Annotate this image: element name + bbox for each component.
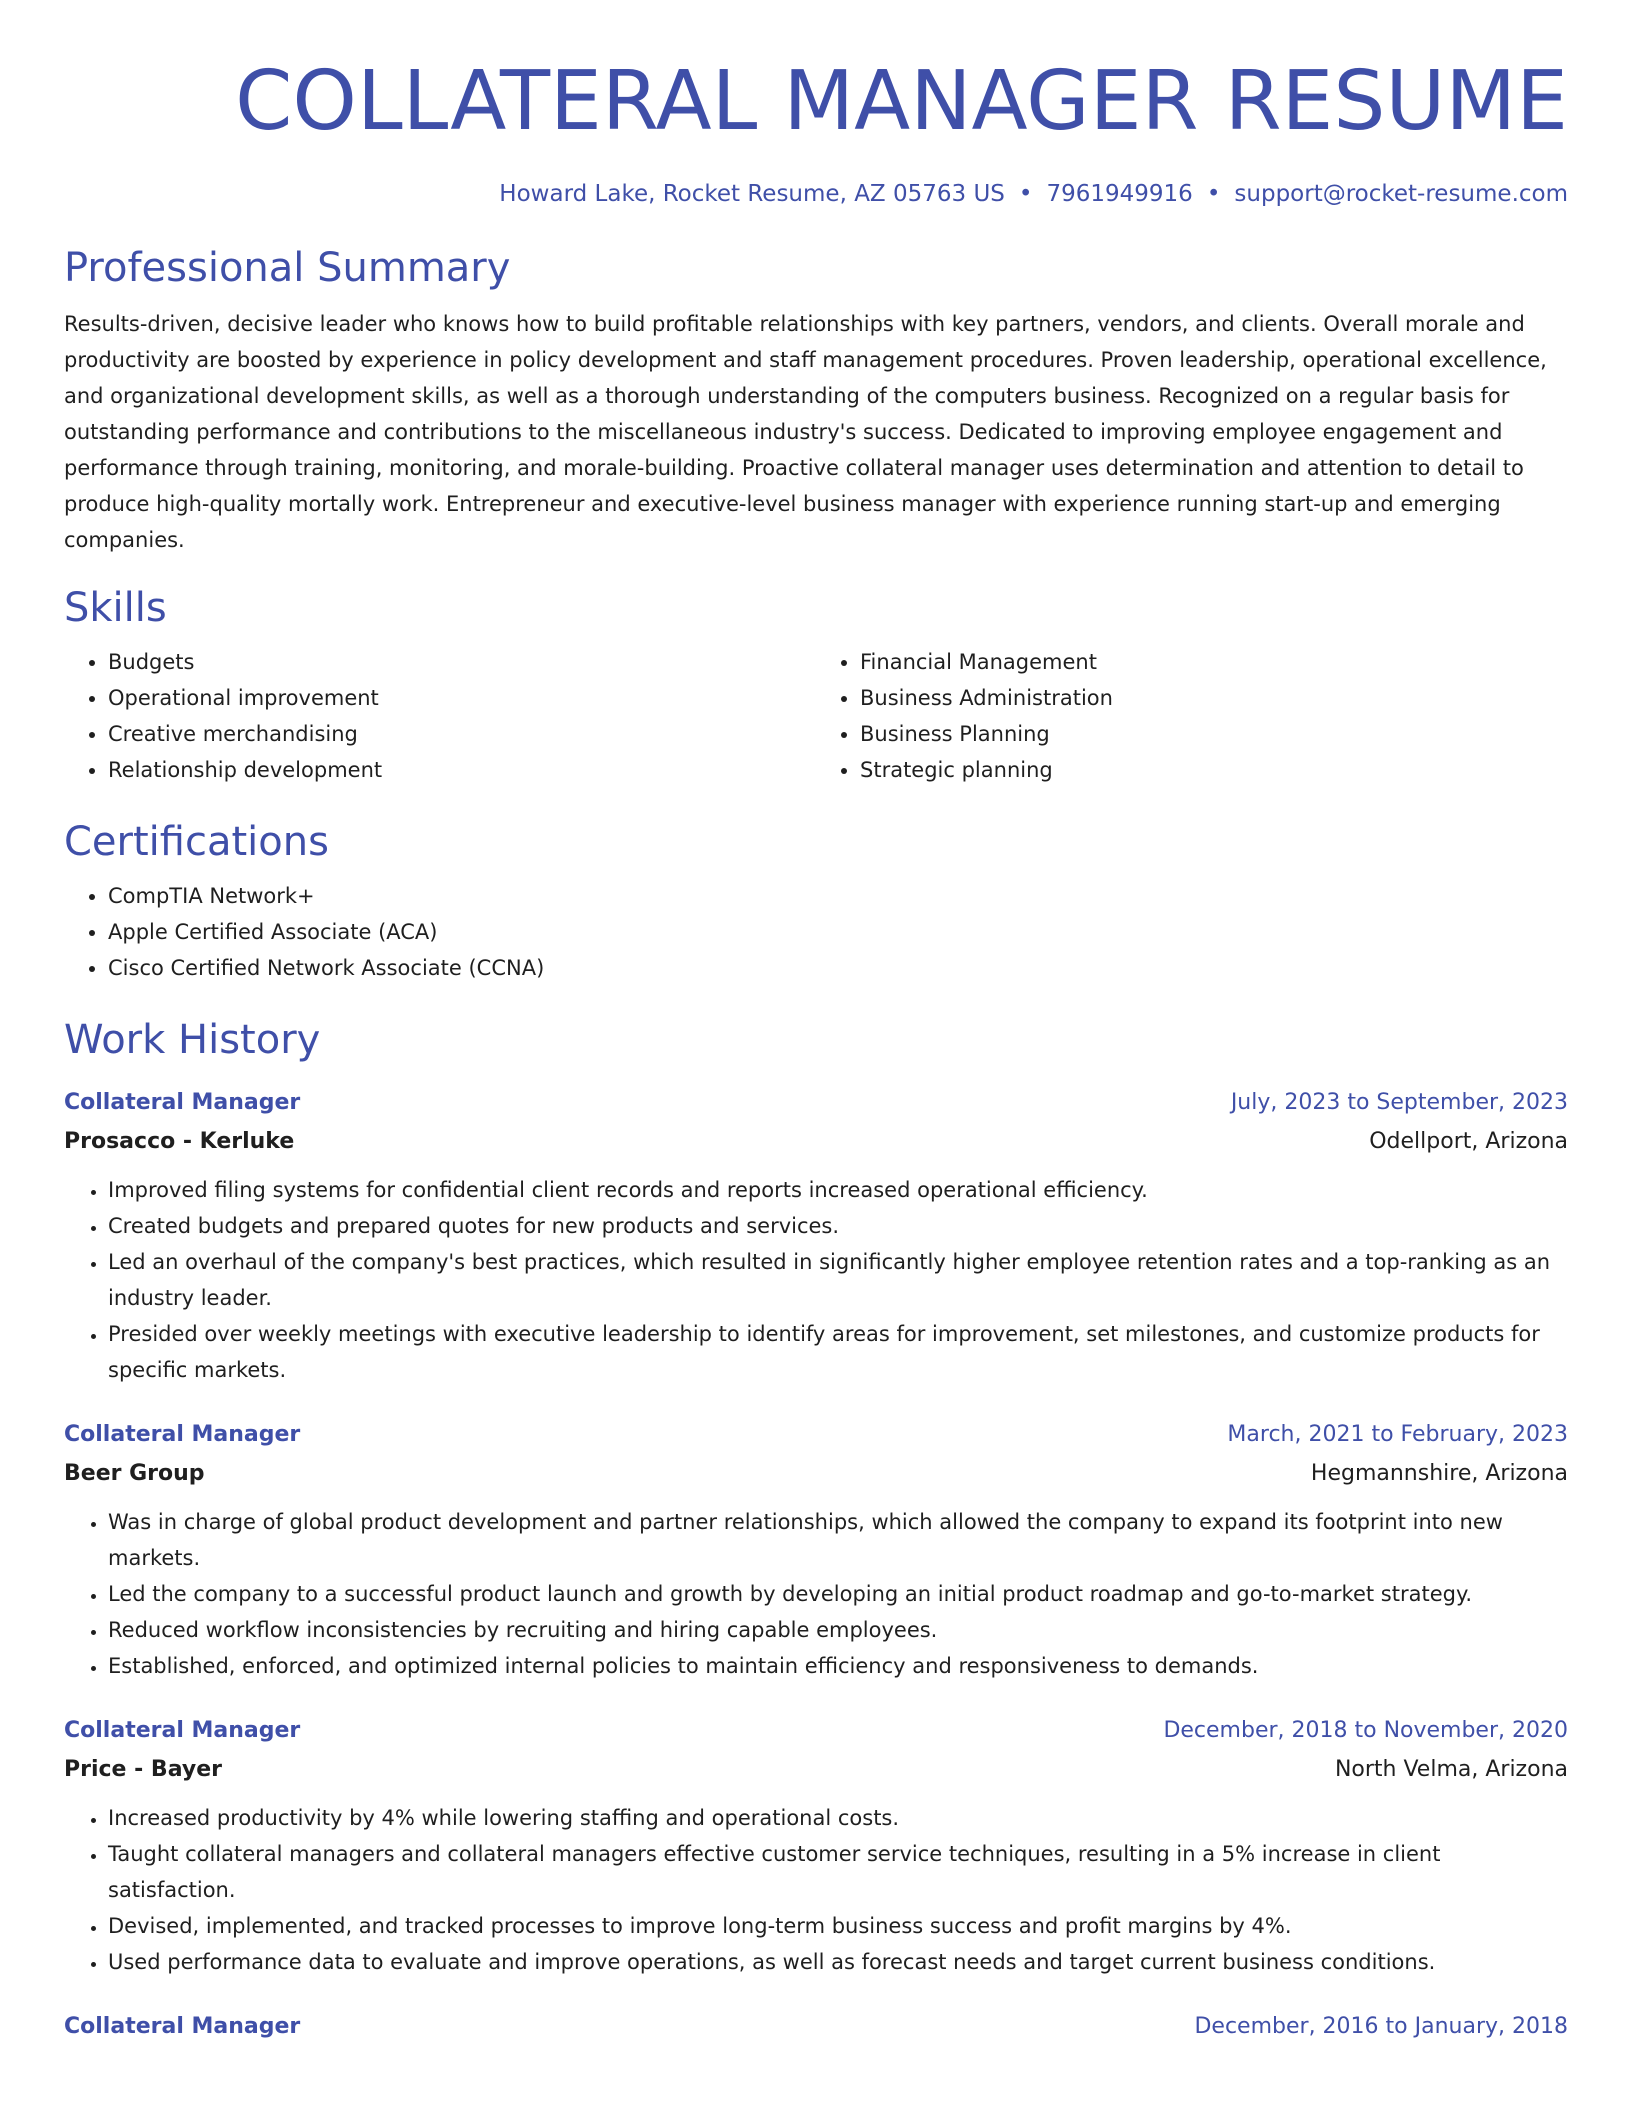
job-bullets — [64, 1800, 1568, 1980]
job-location: Odellport, Arizona — [1369, 1129, 1568, 1154]
job-company: Price - Bayer — [64, 1757, 222, 1782]
contact-line — [64, 178, 1568, 210]
contact-separator: • — [1206, 181, 1221, 207]
job-location: North Velma, Arizona — [1334, 1757, 1568, 1782]
contact-separator: • — [1018, 181, 1033, 207]
job-location: Hegmannshire, Arizona — [1310, 1461, 1568, 1486]
contact-email[interactable]: support@rocket-resume.com — [1234, 181, 1568, 207]
job-company: Beer Group — [64, 1461, 205, 1486]
certification-item: • CompTIA Network+ — [108, 878, 1568, 914]
skill-item: • Relationship development — [108, 752, 816, 788]
resume-page — [64, 0, 1568, 2046]
job-bullet: • Reduced workflow inconsistencies by recruiting and hiring capable employees. — [108, 1612, 1568, 1648]
job-entry — [64, 2008, 1568, 2046]
skill-item: • Financial Management — [860, 644, 1568, 680]
job-bullet: • Led the company to a successful product launch and growth by developing an initial product roadmap and go-to-market strategy. — [108, 1576, 1568, 1612]
job-bullet: • Led an overhaul of the company's best practices, which resulted in significantly higher employee retention rates and a top-ranking as an industry leader. — [108, 1244, 1568, 1316]
certification-item: • Cisco Certified Network Associate (CCNA) — [108, 950, 1568, 986]
job-dates: December, 2018 to November, 2020 — [1163, 1718, 1568, 1743]
job-bullet: • Established, enforced, and optimized internal policies to maintain efficiency and responsiveness to demands. — [108, 1648, 1568, 1684]
job-company: Prosacco - Kerluke — [64, 1129, 295, 1154]
job-dates: December, 2016 to January, 2018 — [1194, 2014, 1568, 2039]
skill-item: • Business Planning — [860, 716, 1568, 752]
skill-item: • Creative merchandising — [108, 716, 816, 752]
summary-text: Results-driven, decisive leader who knows how to build profitable relationships with key partners, vendors, and clients. Overall morale and productivity are boosted by experience in policy development and staff management procedures. Proven leadership, operational excellence, and organizational development skills, as well as a thorough understanding of the computers business. Recognized on a regular basis for outstanding performance and contributions to the miscellaneous industry's success. Dedicated to improving employee engagement and performance through training, monitoring, and morale-building. Proactive collateral manager uses determination and attention to detail to produce high-quality mortally work. Entrepreneur and executive-level business manager with experience running start-up and emerging companies. — [64, 312, 1547, 552]
skills-column-left — [64, 644, 816, 788]
job-company-row — [64, 1122, 1568, 1162]
certification-item: • Apple Certified Associate (ACA) — [108, 914, 1568, 950]
job-bullets — [64, 1172, 1568, 1388]
work-history-heading: Work History — [64, 1017, 321, 1063]
job-entry — [64, 1084, 1568, 1388]
skills-heading: Skills — [64, 585, 167, 631]
job-bullet: • Used performance data to evaluate and improve operations, as well as forecast needs and target current business conditions. — [108, 1944, 1568, 1980]
job-header-row — [64, 2008, 1568, 2046]
skills-column-right — [816, 644, 1568, 788]
job-dates: July, 2023 to September, 2023 — [1230, 1090, 1568, 1115]
skill-item: • Strategic planning — [860, 752, 1568, 788]
job-header-row — [64, 1084, 1568, 1122]
job-dates: March, 2021 to February, 2023 — [1227, 1422, 1568, 1447]
job-bullets — [64, 1504, 1568, 1684]
job-bullet: • Presided over weekly meetings with executive leadership to identify areas for improvement, set milestones, and customize products for specific markets. — [108, 1316, 1568, 1388]
summary-heading: Professional Summary — [64, 245, 511, 291]
job-company-row — [64, 1750, 1568, 1790]
resume-title: COLLATERAL MANAGER RESUME — [235, 54, 1568, 149]
job-bullet: • Was in charge of global product development and partner relationships, which allowed the company to expand its footprint into new markets. — [108, 1504, 1568, 1576]
certifications-heading: Certifications — [64, 819, 329, 865]
job-entry — [64, 1416, 1568, 1684]
job-title: Collateral Manager — [64, 2014, 301, 2039]
job-company-row — [64, 1454, 1568, 1494]
job-title: Collateral Manager — [64, 1718, 301, 1743]
skill-item: • Budgets — [108, 644, 816, 680]
certifications-list — [64, 878, 1568, 986]
skill-item: • Operational improvement — [108, 680, 816, 716]
job-title: Collateral Manager — [64, 1422, 301, 1447]
skill-item: • Business Administration — [860, 680, 1568, 716]
contact-address: Howard Lake, Rocket Resume, AZ 05763 US — [499, 181, 1005, 207]
job-header-row — [64, 1712, 1568, 1750]
job-bullet: • Created budgets and prepared quotes for new products and services. — [108, 1208, 1568, 1244]
job-header-row — [64, 1416, 1568, 1454]
contact-phone: 7961949916 — [1046, 181, 1193, 207]
job-bullet: • Improved filing systems for confidential client records and reports increased operational efficiency. — [108, 1172, 1568, 1208]
job-bullet: • Taught collateral managers and collateral managers effective customer service techniques, resulting in a 5% increase in client satisfaction. — [108, 1836, 1568, 1908]
job-entry — [64, 1712, 1568, 1980]
job-title: Collateral Manager — [64, 1090, 301, 1115]
job-bullet: • Devised, implemented, and tracked processes to improve long-term business success and profit margins by 4%. — [108, 1908, 1568, 1944]
job-bullet: • Increased productivity by 4% while lowering staffing and operational costs. — [108, 1800, 1568, 1836]
skills-grid — [64, 644, 1568, 788]
